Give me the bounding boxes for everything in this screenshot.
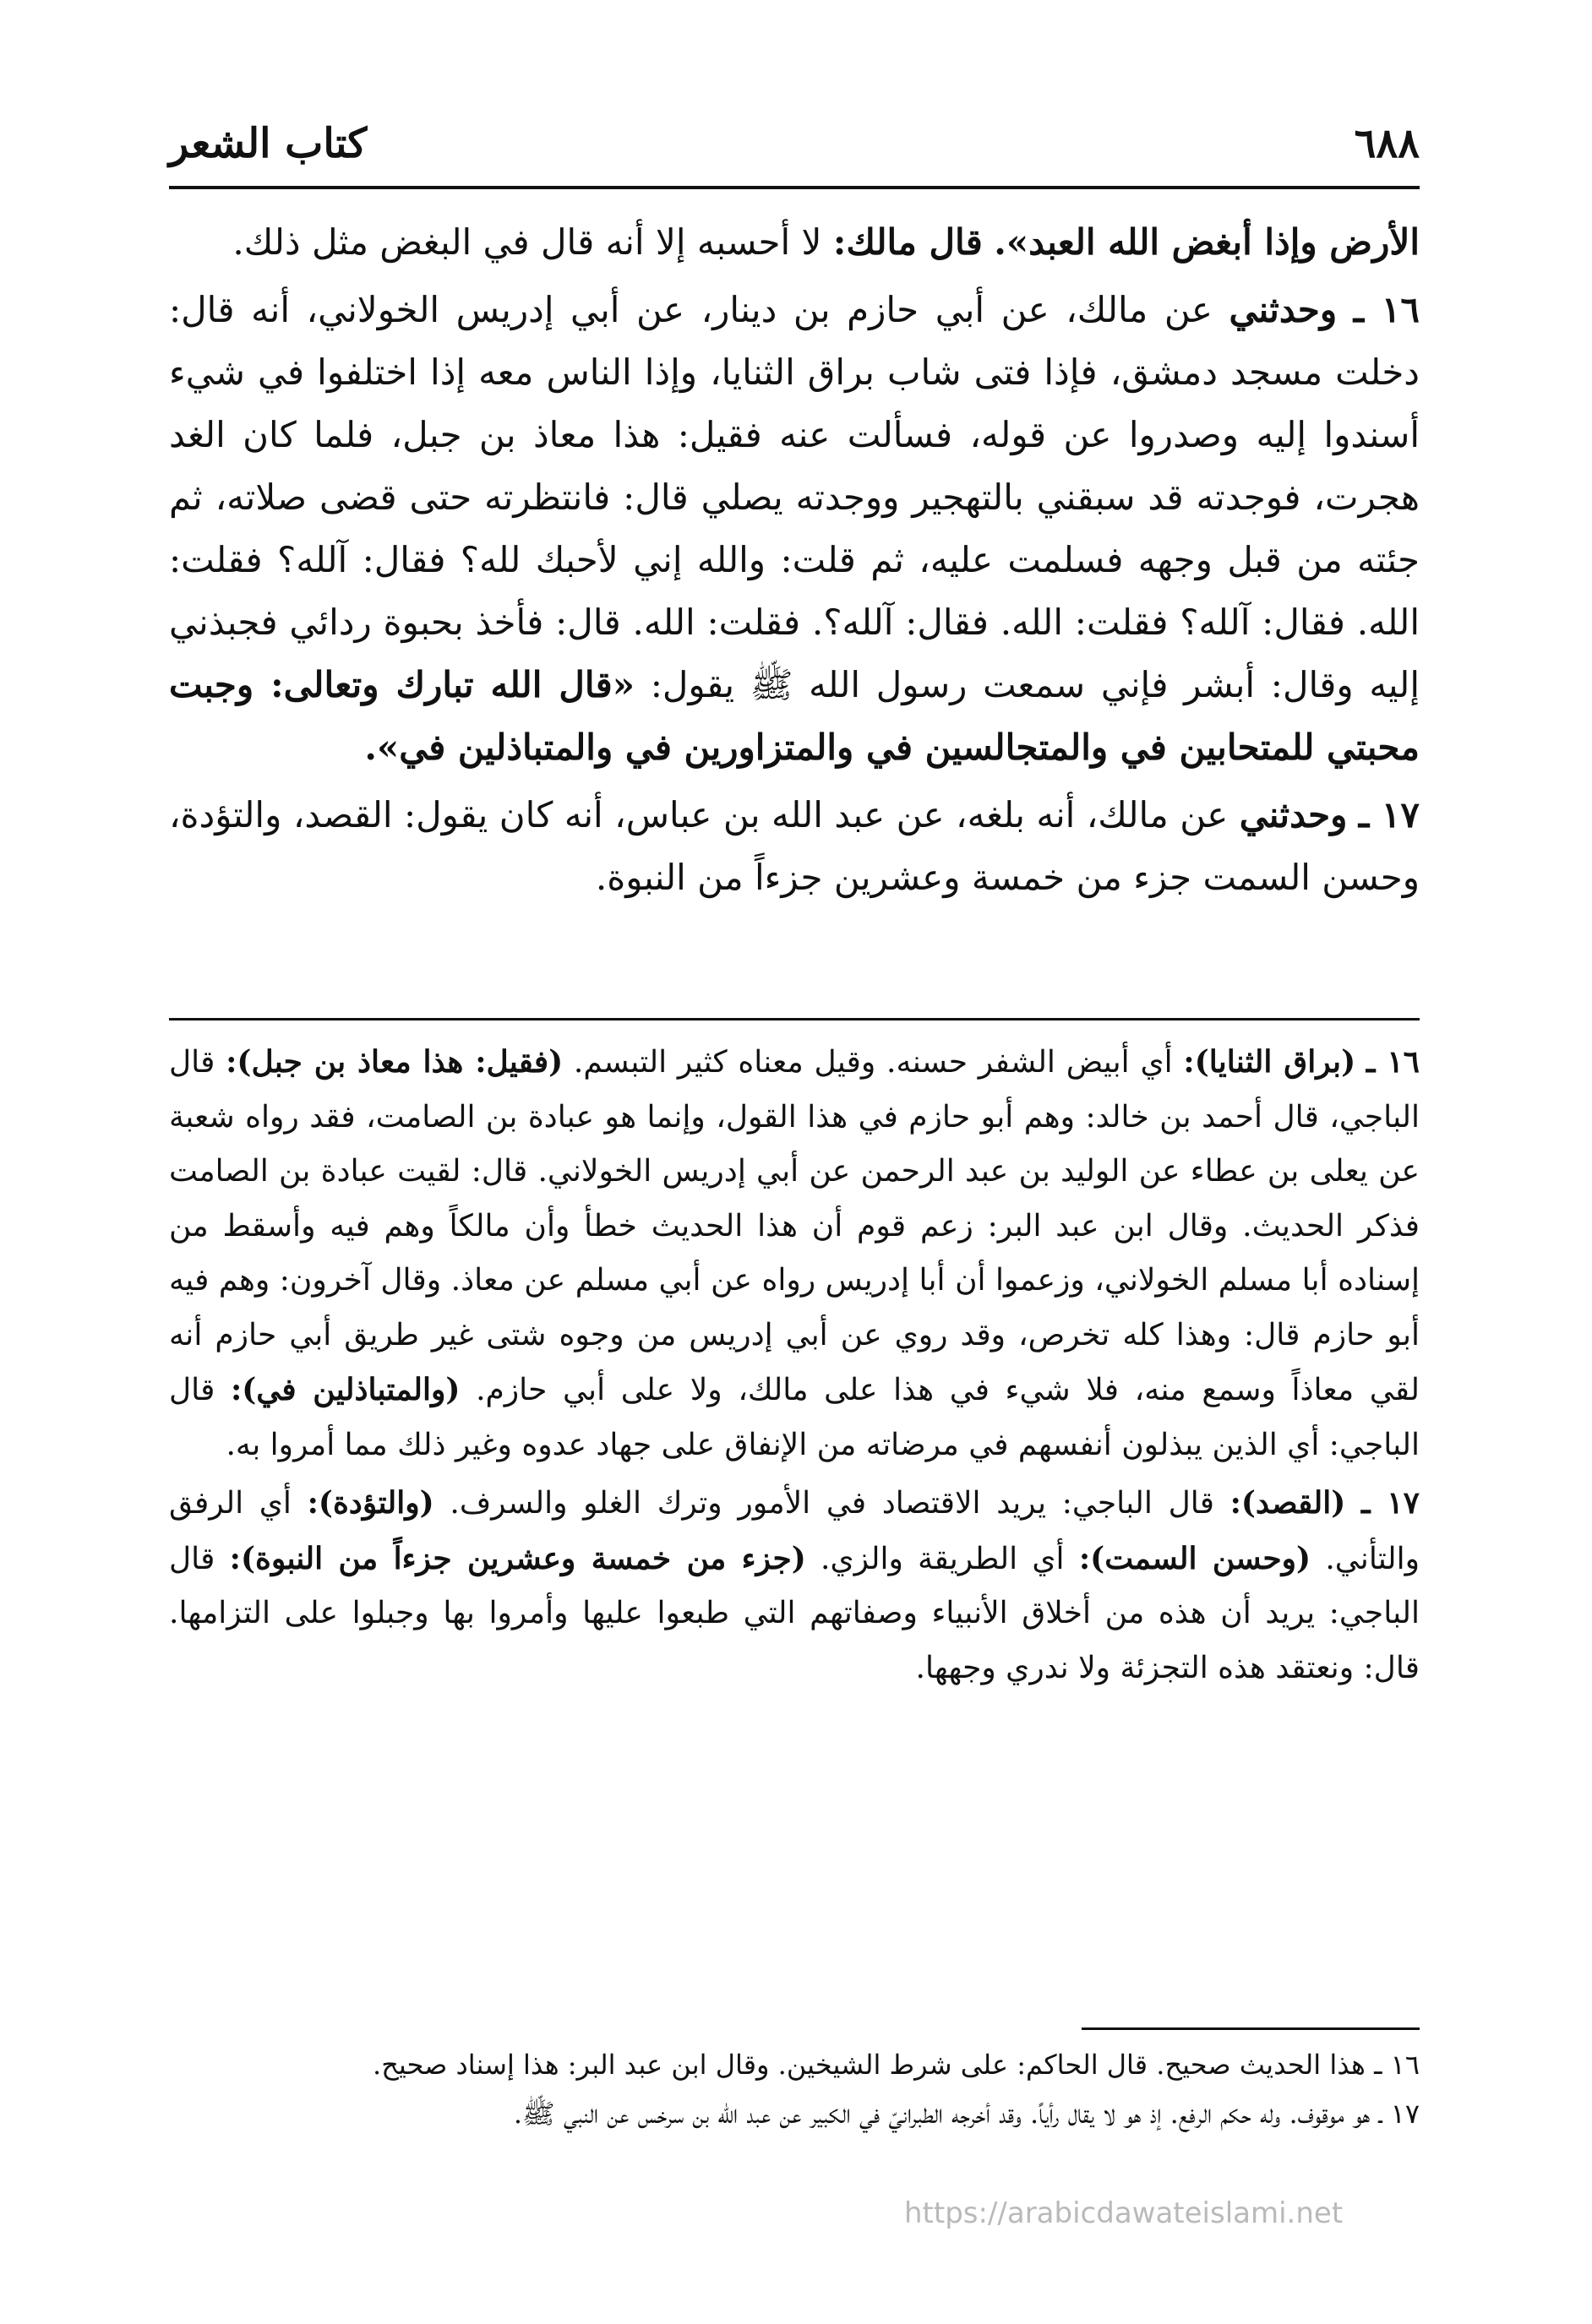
commentary-16 bbox=[169, 1035, 1420, 1472]
footnote-16: ١٦ ـ هذا الحديث صحيح. قال الحاكم: على شرط الشيخين. وقال ابن عبد البر: هذا إسناد صحيح. bbox=[373, 2049, 1420, 2081]
commentary-17-lemma-3: (وحسن السمت): bbox=[1078, 1540, 1311, 1576]
commentary-16-lemma-2: (فقيل: هذا معاذ بن جبل): bbox=[226, 1044, 564, 1080]
commentary-17-text-2: أي الرفق والتأني. bbox=[169, 1486, 1420, 1576]
commentary-16-text-2: قال الباجي، قال أحمد بن خالد: وهم أبو حازم في هذا القول، وإنما هو عبادة بن الصامت، فقد رواه شعبة عن يعلى بن عطاء عن الوليد بن عبد الرحمن عن أبي إدريس الخولاني. قال: لقيت عبادة بن الصامت فذكر الحديث. وقال ابن عبد البر: زعم قوم أن هذا الحديث خطأ وأن مالكاً وهم فيه وأسقط من إسناده أبا مسلم الخولاني، وزعموا أن أبا إدريس رواه عن أبي مسلم عن معاذ. وقال آخرون: وهم فيه أبو حازم قال: وهذا كله تخرص، وقد روي عن أبي إدريس من وجوه شتى غير طريق أبي حازم أنه لقي معاذاً وسمع منه، فلا شيء في هذا على مالك، ولا على أبي حازم. bbox=[169, 1045, 1420, 1407]
commentary-17-lemma-1: (القصد): bbox=[1229, 1485, 1346, 1521]
page-header bbox=[169, 110, 1420, 177]
continuation-quote: الأرض وإذا أبغض الله العبد». bbox=[994, 221, 1420, 263]
hadith-17 bbox=[169, 784, 1420, 909]
hadith-16-haddathani: وحدثني bbox=[1229, 289, 1338, 330]
commentary-16-number: ١٦ ـ bbox=[1366, 1044, 1420, 1080]
footnote-divider bbox=[1082, 2027, 1420, 2030]
commentary-17-text-1: قال الباجي: يريد الاقتصاد في الأمور وترك الغلو والسرف. bbox=[450, 1486, 1214, 1521]
hadith-16-quote: «قال الله تبارك وتعالى: وجبت محبتي للمتحابين في والمتجالسين في والمتزاورين في والمتباذلين في». bbox=[169, 664, 1420, 768]
hadith-17-text: عن مالك، أنه بلغه، عن عبد الله بن عباس، أنه كان يقول: القصد، والتؤدة، وحسن السمت جزء من خمسة وعشرين جزءاً من النبوة. bbox=[169, 794, 1420, 898]
hadith-16 bbox=[169, 279, 1420, 779]
watermark-url: https://arabicdawateislami.net bbox=[904, 2196, 1344, 2230]
hadith-17-number: ١٧ ـ bbox=[1358, 794, 1420, 835]
continuation-paragraph bbox=[169, 211, 1420, 274]
commentary-16-lemma-3: (والمتباذلين في): bbox=[230, 1372, 461, 1407]
commentary-17-text-4: قال الباجي: يريد أن هذه من أخلاق الأنبياء وصفاتهم التي طبعوا عليها وأمروا بها وجبلوا على التزامها. قال: ونعتقد هذه التجزئة ولا ندري وجهها. bbox=[169, 1541, 1420, 1685]
continuation-rest: لا أحسبه إلا أنه قال في البغض مثل ذلك. bbox=[232, 221, 822, 263]
footnotes-section bbox=[169, 2040, 1420, 2138]
commentary-divider bbox=[169, 1018, 1420, 1020]
book-title: كتاب الشعر bbox=[169, 120, 368, 167]
footnote-17: ١٧ ـ هو موقوف. وله حكم الرفع. إذ هو لا يقال رأياً. وقد أخرجه الطبرانيّ في الكبير عن عبد الله بن سرخس عن النبي ﷺ. bbox=[513, 2098, 1420, 2130]
commentary-17-lemma-2: (والتؤدة): bbox=[307, 1485, 434, 1521]
commentary-16-lemma-1: (براق الثنايا): bbox=[1183, 1044, 1356, 1080]
main-text bbox=[169, 211, 1420, 914]
header-divider bbox=[169, 186, 1420, 189]
hadith-16-text: عن مالك، عن أبي حازم بن دينار، عن أبي إدريس الخولاني، أنه قال: دخلت مسجد دمشق، فإذا فتى شاب براق الثنايا، وإذا الناس معه إذا اختلفوا في شيء أسندوا إليه وصدروا عن قوله، فسألت عنه فقيل: هذا معاذ بن جبل، فلما كان الغد هجرت، فوجدته قد سبقني بالتهجير ووجدته يصلي قال: فانتظرته حتى قضى صلاته، ثم جئته من قبل وجهه فسلمت عليه، ثم قلت: والله إني لأحبك لله؟ فقال: آلله؟ فقلت: الله. فقال: آلله؟ فقلت: الله. فقال: آلله؟. فقلت: الله. قال: فأخذ بحبوة ردائي فجبذني إليه وقال: أبشر فإني سمعت رسول الله ﷺ يقول: bbox=[169, 289, 1420, 705]
commentary-section bbox=[169, 1035, 1420, 1699]
commentary-17-text-3: أي الطريقة والزي. bbox=[821, 1541, 1065, 1576]
hadith-17-haddathani: وحدثني bbox=[1239, 794, 1348, 835]
commentary-17 bbox=[169, 1476, 1420, 1695]
commentary-17-number: ١٧ ـ bbox=[1360, 1485, 1420, 1521]
page-number: ٦٨٨ bbox=[1354, 120, 1420, 167]
commentary-16-text-3: قال الباجي: أي الذين يبذلون أنفسهم في مرضاته من الإنفاق على جهاد عدوه وغير ذلك مما أمروا به. bbox=[169, 1373, 1420, 1462]
commentary-16-text-1: أي أبيض الشفر حسنه. وقيل معناه كثير التبسم. bbox=[573, 1045, 1173, 1080]
malik-said: قال مالك: bbox=[832, 221, 983, 263]
commentary-17-lemma-4: (جزء من خمسة وعشرين جزءاً من النبوة): bbox=[229, 1540, 806, 1576]
hadith-16-number: ١٦ ـ bbox=[1353, 289, 1420, 330]
